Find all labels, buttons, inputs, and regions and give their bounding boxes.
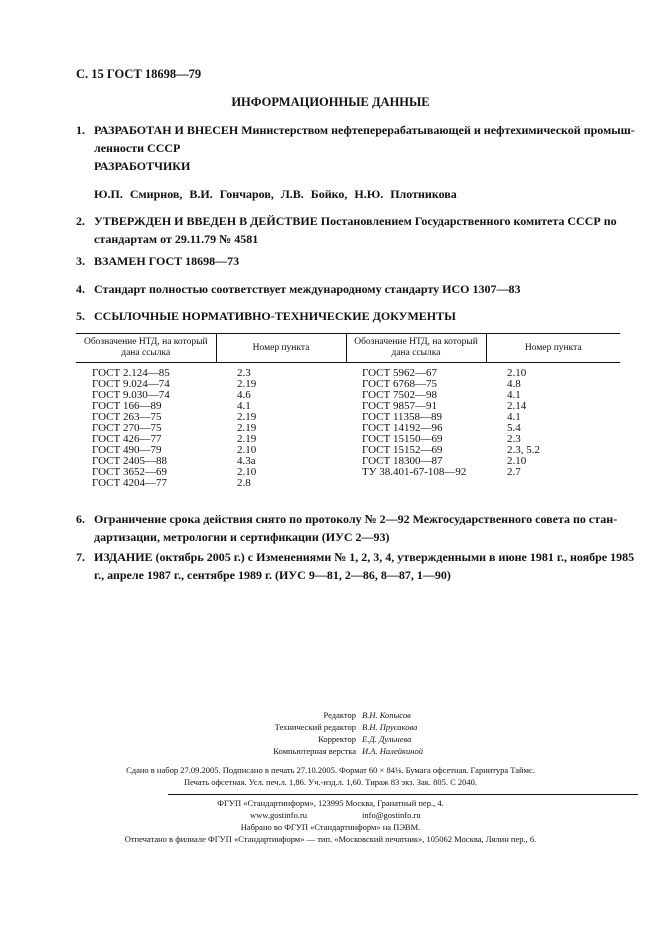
ntd-designation: ГОСТ 2.124—85 (92, 367, 170, 379)
clause-number: 2.10 (507, 455, 527, 467)
item-number: 2. (76, 214, 85, 228)
item-text: ВЗАМЕН ГОСТ 18698—73 (94, 254, 240, 268)
item-text: ИЗДАНИЕ (октябрь 2005 г.) с Изменениями № 1, 2, 3, 4, утвержденными в июне 1981 г., ноябре 1985 г., апреле 1987 г., сентябре 1989 г. (ИУС 9—81, 2—86, 8—87, 1—90) (94, 550, 635, 582)
ntd-designation: ГОСТ 270—75 (92, 422, 162, 434)
ntd-designation: ГОСТ 4204—77 (92, 477, 167, 489)
clause-number: 2.10 (507, 367, 527, 379)
item-text: Ограничение срока действия снято по протоколу № 2—92 Межгосударственного совета по стан-дартизации, метрологии и сертификации (ИУС 2—93) (94, 512, 618, 544)
clause-number: 2.3 (237, 367, 251, 379)
clause-number: 4.3а (237, 455, 256, 467)
clause-number: 4.1 (237, 400, 251, 412)
clause-number: 4.1 (507, 389, 521, 401)
clause-number: 2.8 (237, 477, 251, 489)
col-header-ntd: Обозначение НТД, на который дана ссылка (76, 334, 216, 363)
tech-editor-name: В.Н. Прусакова (362, 722, 418, 732)
table-row (76, 478, 620, 489)
table-row (76, 363, 620, 380)
reference-documents-table (76, 333, 620, 489)
page-header: С. 15 ГОСТ 18698—79 (76, 67, 202, 81)
clause-number: 2.19 (237, 422, 257, 434)
ntd-designation: ГОСТ 6768—75 (362, 378, 437, 390)
clause-number: 4.6 (237, 389, 251, 401)
item-number: 6. (76, 512, 85, 526)
ntd-designation: ГОСТ 2405—88 (92, 455, 167, 467)
clause-number: 2.7 (507, 466, 521, 478)
publisher-address: ФГУП «Стандартинформ», 123995 Москва, Гранатный пер., 4. (217, 798, 444, 808)
corrector-label: Корректор (318, 734, 356, 744)
ntd-designation: ГОСТ 9.030—74 (92, 389, 170, 401)
clause-number: 2.19 (237, 433, 257, 445)
developers-heading: РАЗРАБОТЧИКИ (94, 159, 191, 173)
clause-number: 2.10 (237, 444, 257, 456)
ntd-designation: ТУ 38.401-67-108—92 (362, 466, 467, 478)
ntd-designation (346, 478, 486, 489)
ntd-designation: ГОСТ 15150—69 (362, 433, 443, 445)
tech-editor-label: Технический редактор (274, 722, 356, 732)
publisher-website[interactable]: www.gostinfo.ru (250, 810, 308, 820)
clause-number: 4.1 (507, 411, 521, 423)
clause-number: 2.19 (237, 378, 257, 390)
item-number: 4. (76, 282, 85, 296)
typesetting-info: Набрано во ФГУП «Стандартинформ» на ПЭВМ. (240, 822, 421, 832)
col-header-ntd: Обозначение НТД, на который дана ссылка (346, 334, 486, 363)
editor-name: В.Н. Копысов (362, 710, 411, 720)
ntd-designation: ГОСТ 9857—91 (362, 400, 437, 412)
table-header-row (76, 334, 620, 363)
item-number: 3. (76, 254, 85, 268)
item-number: 1. (76, 123, 85, 137)
clause-number: 4.8 (507, 378, 521, 390)
clause-number: 2.3 (507, 433, 521, 445)
item-text: УТВЕРЖДЕН И ВВЕДЕН В ДЕЙСТВИЕ Постановлением Государственного комитета СССР по стандартам от 29.11.79 № 4581 (94, 214, 617, 246)
divider (168, 794, 638, 795)
clause-number: 2.3, 5.2 (507, 444, 540, 456)
ntd-designation: ГОСТ 3652—69 (92, 466, 167, 478)
ntd-designation: ГОСТ 263—75 (92, 411, 162, 423)
clause-number: 2.10 (237, 466, 257, 478)
ntd-designation: ГОСТ 14192—96 (362, 422, 443, 434)
ntd-designation: ГОСТ 7502—98 (362, 389, 437, 401)
corrector-name: Е.Д. Дульнева (362, 734, 412, 744)
clause-number: 5.4 (507, 422, 521, 434)
ntd-designation: ГОСТ 166—89 (92, 400, 162, 412)
layout-label: Компьютерная верстка (273, 746, 356, 756)
col-header-clause: Номер пункта (486, 334, 620, 363)
ntd-designation: ГОСТ 9.024—74 (92, 378, 170, 390)
clause-number: 2.14 (507, 400, 527, 412)
layout-name: И.А. Налейкиной (362, 746, 423, 756)
item-number: 5. (76, 309, 85, 323)
item-text: Стандарт полностью соответствует международному стандарту ИСО 1307—83 (94, 282, 521, 296)
ntd-designation: ГОСТ 5962—67 (362, 367, 437, 379)
item-number: 7. (76, 550, 85, 564)
developers-list: Ю.П. Смирнов, В.И. Гончаров, Л.В. Бойко, Н.Ю. Плотникова (94, 187, 457, 201)
printing-info: Отпечатано в филиале ФГУП «Стандартинформ» — тип. «Московский печатник», 105062 Москва, Лялин пер., 6. (124, 834, 537, 844)
ntd-designation: ГОСТ 426—77 (92, 433, 162, 445)
item-text: ССЫЛОЧНЫЕ НОРМАТИВНО-ТЕХНИЧЕСКИЕ ДОКУМЕНТЫ (94, 309, 456, 323)
item-text: РАЗРАБОТАН И ВНЕСЕН Министерством нефтеперерабатывающей и нефтехимической промыш-ленности СССР (94, 123, 635, 155)
print-details-1: Сдано в набор 27.09.2005. Подписано в печать 27.10.2005. Формат 60 × 84⅛. Бумага офсетная. Гарнитура Таймс. (126, 765, 535, 775)
col-header-clause: Номер пункта (216, 334, 346, 363)
clause-number (486, 478, 620, 489)
ntd-designation: ГОСТ 11358—89 (362, 411, 443, 423)
section-title: ИНФОРМАЦИОННЫЕ ДАННЫЕ (231, 95, 430, 109)
print-details-2: Печать офсетная. Усл. печ.л. 1,86. Уч.-изд.л. 1,60. Тираж 83 экз. Зак. 805. С 2040. (183, 777, 478, 787)
ntd-designation: ГОСТ 15152—69 (362, 444, 443, 456)
ntd-designation: ГОСТ 18300—87 (362, 455, 443, 467)
publisher-email[interactable]: info@gostinfo.ru (362, 810, 421, 820)
clause-number: 2.19 (237, 411, 257, 423)
ntd-designation: ГОСТ 490—79 (92, 444, 162, 456)
editor-label: Редактор (323, 710, 356, 720)
